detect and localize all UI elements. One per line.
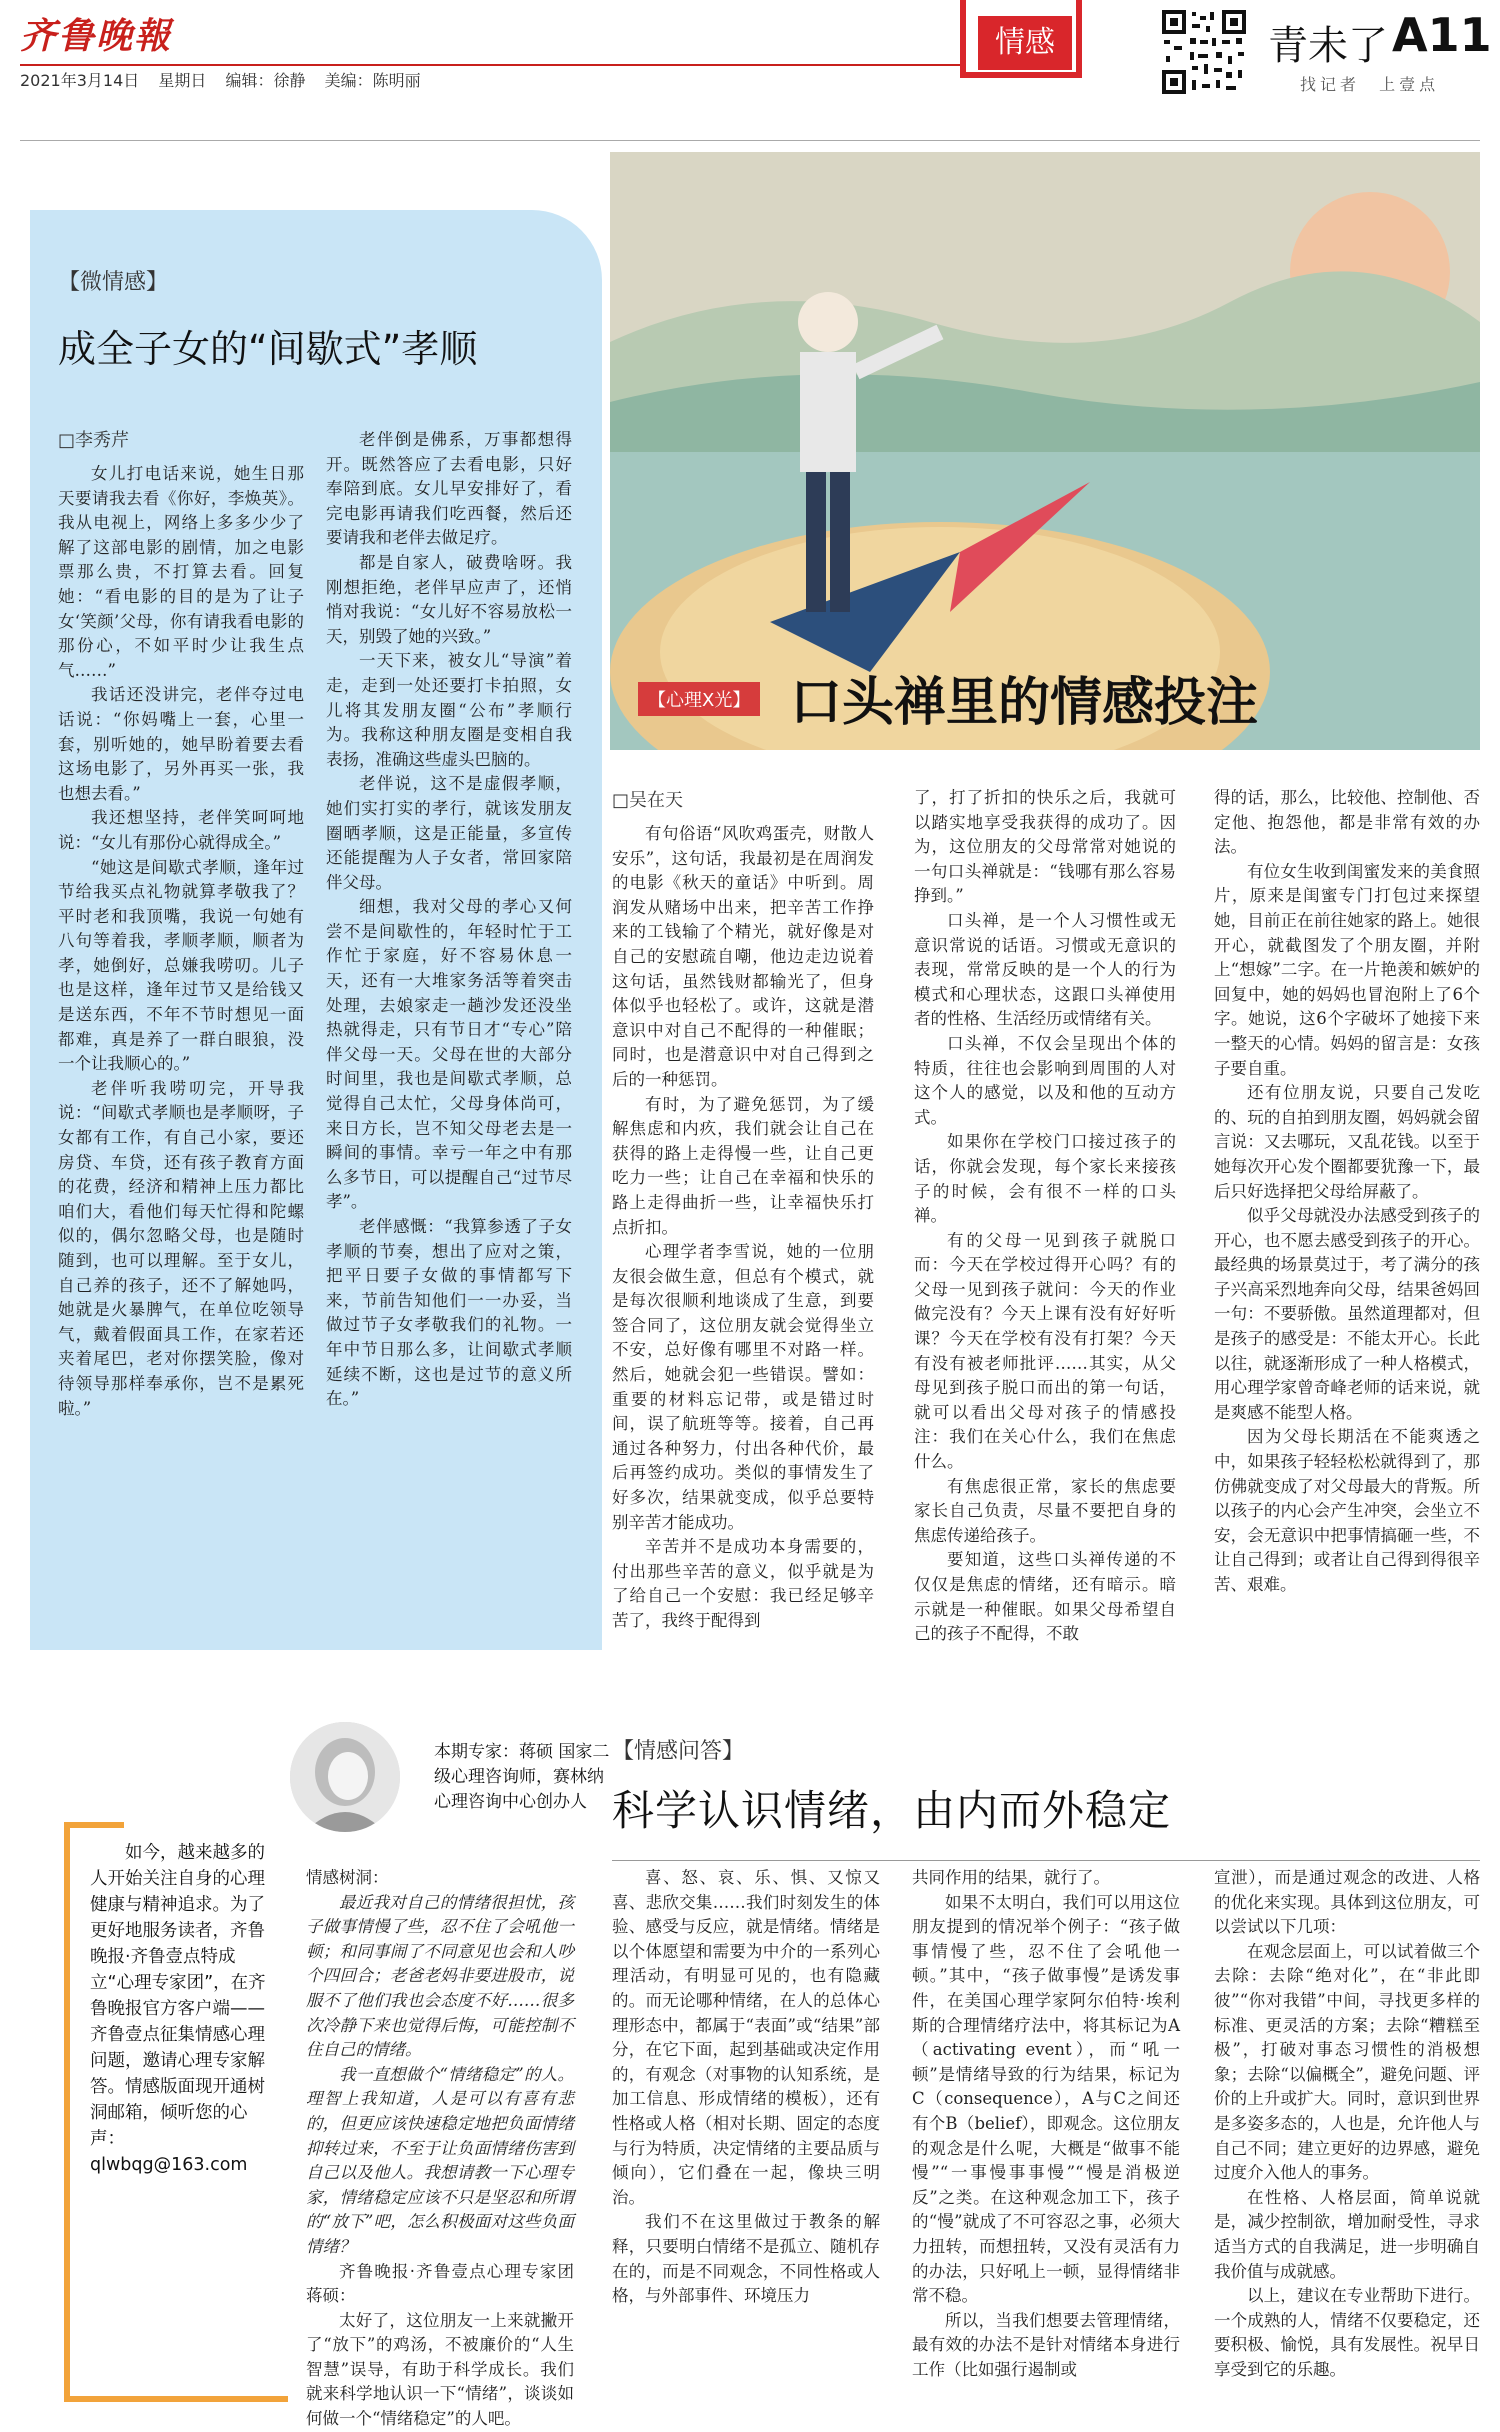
- paragraph: 一天下来，被女儿“导演”着走，走到一处还要打卡拍照，女儿将其发朋友圈“公布”孝顺行为。我称这种朋友圈是变相自我表扬，准确这些虚头巴脑的。: [326, 651, 572, 769]
- weekday: 星期日: [158, 71, 207, 90]
- paragraph: 我一直想做个“情绪稳定”的人。理智上我知道，人是可以有喜有悲的，但更应该快速稳定地把负面情绪抑转过来，不至于让负面情绪伤害到自己以及他人。我想请教一下心理专家，情绪稳定应该不只是坚忍和所谓的“放下”吧，怎么积极面对这些负面情绪？: [306, 2064, 574, 2256]
- page-number: A11: [1392, 8, 1492, 62]
- paragraph: 以上，建议在专业帮助下进行。一个成熟的人，情绪不仅要稳定，还要积极、愉悦，具有发展性。祝早日享受到它的乐趣。: [1214, 2286, 1480, 2379]
- paragraph: 老伴倒是佛系，万事都想得开。既然答应了去看电影，只好奉陪到底。女儿早安排好了，看完电影再请我们吃西餐，然后还要请我和老伴去做足疗。: [326, 430, 572, 548]
- sidebar-email[interactable]: qlwbqg@163.com: [90, 2155, 248, 2175]
- paragraph: 有焦虑很正常，家长的焦虑要家长自己负责，尽量不要把自身的焦虑传递给孩子。: [914, 1476, 1176, 1545]
- article2-byline: □吴在天: [612, 790, 684, 811]
- paragraph: 口头禅，不仅会呈现出个体的特质，往往也会影响到周围的人对这个人的感觉，以及和他的互动方式。: [914, 1033, 1176, 1127]
- sidebar-notice: [90, 1840, 270, 2178]
- paragraph: 要知道，这些口头禅传递的不仅仅是焦虑的情绪，还有暗示。暗示就是一种催眠。如果父母希望自己的孩子不配得，不敢: [914, 1550, 1176, 1644]
- paragraph: 共同作用的结果，就行了。: [912, 1868, 1110, 1887]
- paragraph: 女儿打电话来说，她生日那天要请我去看《你好，李焕英》。我从电视上，网络上多多少少了解了这部电影的剧情，加之电影票那么贵，不打算去看。回复她：“看电影的目的是为了让子女‘笑颜’父母，你有请我看电影的那份心，不如平时少让我生点气……”: [58, 464, 304, 680]
- paragraph: 在性格、人格层面，简单说就是，减少控制欲，增加耐受性，寻求适当方式的自我满足，进一步明确自我价值与成就感。: [1214, 2187, 1480, 2281]
- article2-column-2: [914, 786, 1176, 1647]
- paragraph: 似乎父母就没办法感受到孩子的开心，也不愿去感受到孩子的开心。最经典的场景莫过于，考了满分的孩子兴高采烈地奔向父母，结果爸妈回一句：不要骄傲。虽然道理都对，但是孩子的感受是：不能太开心。长此以往，就逐渐形成了一种人格模式，用心理学家曾奇峰老师的话来说，就是爽感不能型人格。: [1214, 1206, 1480, 1422]
- article1-column-2: [326, 428, 572, 1412]
- paragraph: 得的话，那么，比较他、控制他、否定他、抱怨他，都是非常有效的办法。: [1214, 788, 1480, 857]
- paragraph: 如果你在学校门口接过孩子的话，你就会发现，每个家长来接孩子的时候，会有很不一样的口头禅。: [914, 1132, 1176, 1226]
- paragraph: 有句俗语“风吹鸡蛋壳，财散人安乐”，这句话，我最初是在周润发的电影《秋天的童话》中听到。周润发从赌场中出来，把辛苦工作挣来的工钱输了个精光，就好像是对自己的安慰疏自嘲，他边走边说着这句话，虽然钱财都输光了，但身体似乎也轻松了。或许，这就是潜意识中对自己不配得的一种催眠；同时，也是潜意识中对自己得到之后的一种惩罚。: [612, 824, 874, 1089]
- article3-column-1: [306, 1866, 574, 2432]
- editor: 编辑：徐静: [225, 71, 306, 90]
- slogan: 找记者 上壹点: [1300, 75, 1440, 94]
- masthead-logo: 齐鲁晚報: [20, 15, 173, 57]
- paragraph: 细想，我对父母的孝心又何尝不是间歇性的，年轻时忙于工作忙于家庭，好不容易休息一天，还有一大堆家务活等着突击处理，去娘家走一趟沙发还没坐热就得走，只有节日才“专心”陪伴父母一天。父母在世的大部分时间里，我也是间歇式孝顺，总觉得自己太忙，父母身体尚可，来日方长，岂不知父母老去是一瞬间的事情。幸亏一年之中有那么多节日，可以提醒自己“过节尽孝”。: [326, 897, 572, 1212]
- paragraph: 喜、怒、哀、乐、惧、又惊又喜、悲欣交集……我们时刻发生的体验、感受与反应，就是情绪。情绪是以个体愿望和需要为中介的一系列心理活动，有明显可见的，也有隐藏的。而无论哪种情绪，在人的总体心理形态中，都属于“表面”或“结果”部分，在它下面，起到基础或决定作用的，有观念（对事物的认知系统，是加工信息、形成情绪的模板），还有性格或人格（相对长期、固定的态度与行为特质，决定情绪的主要品质与倾向），它们叠在一起，像块三明治。: [612, 1868, 880, 2207]
- paragraph: 最近我对自己的情绪很担忧，孩子做事情慢了些，忍不住了会吼他一顿；和同事闹了不同意见也会和人吵个四回合；老爸老妈非要进股市，说服不了他们我也会态度不好……很多次冷静下来也觉得后悔，可能控制不住自己的情绪。: [306, 1892, 574, 2060]
- article1-tag: 【微情感】: [58, 270, 169, 295]
- sidebar-text: 如今，越来越多的人开始关注自身的心理健康与精神追求。为了更好地服务读者，齐鲁晚报·齐鲁壹点特成立“心理专家团”，在齐鲁晚报官方客户端——齐鲁壹点征集情感心理问题，邀请心理专家解答。情感版面现开通树洞邮箱，倾听您的心声：: [90, 1843, 266, 2149]
- article2-title: 口头禅里的情感投注: [790, 673, 1259, 733]
- paragraph: 辛苦并不是成功本身需要的，付出那些辛苦的意义，似乎就是为了给自己一个安慰：我已经足够辛苦了，我终于配得到: [612, 1537, 874, 1630]
- section-tab: 情感: [978, 16, 1072, 70]
- paragraph: 因为父母长期活在不能爽透之中，如果孩子轻轻松松就得到了，那仿佛就变成了对父母最大的背叛。所以孩子的内心会产生冲突，会坐立不安，会无意识中把事情搞砸一些，不让自己得到；或者让自己得到得很辛苦、艰难。: [1214, 1427, 1480, 1594]
- divider: [612, 1860, 1480, 1861]
- expert-info: 本期专家：蒋硕 国家二级心理咨询师，赛林纳心理咨询中心创办人: [434, 1742, 610, 1812]
- letter-label: 情感树洞：: [306, 1868, 389, 1887]
- answer-label: 齐鲁晚报·齐鲁壹点心理专家团蒋硕：: [306, 2261, 574, 2306]
- paragraph: 还有位朋友说，只要自己发吃的、玩的自拍到朋友圈，妈妈就会留言说：又去哪玩，又乱花钱。以至于她每次开心发个圈都要犹豫一下，最后只好选择把父母给屏蔽了。: [1214, 1083, 1480, 1201]
- paragraph: 在观念层面上，可以试着做三个去除：去除“绝对化”，在“非此即彼”“你对我错”中间，寻找更多样的标准、更灵活的方案；去除“糟糕至极”，打破对事态习惯性的消极想象；去除“以偏概全”，避免问题、评价的上升或扩大。同时，意识到世界是多姿多态的，人也是，允许他人与自己不同；建立更好的边界感，避免过度介入他人的事务。: [1214, 1941, 1480, 2183]
- paragraph: 我话还没讲完，老伴夺过电话说：“你妈嘴上一套，心里一套，别听她的，她早盼着要去看这场电影了，另外再买一张，我也想去看。”: [58, 685, 304, 803]
- paragraph: 口头禅，是一个人习惯性或无意识常说的话语。习惯或无意识的表现，常常反映的是一个人的行为模式和心理状态，这跟口头禅使用者的性格、生活经历或情绪有关。: [914, 910, 1176, 1029]
- header-rule: [20, 64, 1080, 66]
- paragraph: 太好了，这位朋友一上来就撇开了“放下”的鸡汤，不被廉价的“人生智慧”误导，有助于科学成长。我们就来科学地认识一下“情绪”，谈谈如何做一个“情绪稳定”的人吧。: [306, 2310, 574, 2429]
- article3-column-4: [1214, 1866, 1480, 2382]
- article3-title: 科学认识情绪，由内而外稳定: [612, 1786, 1172, 1835]
- paragraph: 都是自家人，破费啥呀。我刚想拒绝，老伴早应声了，还悄悄对我说：“女儿好不容易放松一天，别毁了她的兴致。”: [326, 552, 572, 646]
- article2-column-1: [612, 822, 874, 1634]
- article2-column-3: [1214, 786, 1480, 1598]
- paragraph: 心理学者李雪说，她的一位朋友很会做生意，但总有个模式，就是每次很顺利地谈成了生意，到要签合同了，这位朋友就会觉得坐立不安，总好像有哪里不对路一样。然后，她就会犯一些错误。譬如：重要的材料忘记带，或是错过时间，误了航班等等。接着，自己再通过各种努力，付出各种代价，最后再签约成功。类似的事情发生了好多次，结果就变成，似乎总要特别辛苦才能成功。: [612, 1242, 874, 1532]
- column-name: 青未了: [1268, 23, 1388, 69]
- paragraph: 老伴听我唠叨完，开导我说：“间歇式孝顺也是孝顺呀，子女都有工作，有自己小家，要还房贷、车贷，还有孩子教育方面的花费，经济和精神上压力都比咱们大，看他们每天忙得和陀螺似的，偶尔忽略父母，也是随时随到，也可以理解。至于女儿，自己养的孩子，还不了解她吗，她就是火暴脾气，在单位吃领导气，戴着假面具工作，在家若还夹着尾巴，老对你摆笑脸，像对待领导那样奉承你，岂不是累死啦。”: [58, 1078, 304, 1418]
- paragraph: 有的父母一见到孩子就脱口而：今天在学校过得开心吗？有的父母一见到孩子就问：今天的作业做完没有？今天上课有没有好好听课？今天在学校有没有打架？今天有没有被老师批评……其实，从父母见到孩子脱口而出的第一句话，就可以看出父母对孩子的情感投注：我们在关心什么，我们在焦虑什么。: [914, 1230, 1176, 1472]
- paragraph: 有时，为了避免惩罚，为了缓解焦虑和内疚，我们就会让自己在获得的路上走得慢一些，让自己更吃力一些；让自己在幸福和快乐的路上走得曲折一些，让幸福快乐打点折扣。: [612, 1094, 874, 1237]
- article3-tag: 【情感问答】: [612, 1739, 745, 1764]
- article1-column-1: [58, 462, 304, 1421]
- article3-column-3: [912, 1866, 1180, 2382]
- paragraph: 我还想坚持，老伴笑呵呵地说：“女儿有那份心就得成全。”: [58, 808, 304, 852]
- qr-code-icon[interactable]: [1160, 8, 1248, 96]
- expert-avatar: [290, 1722, 400, 1832]
- article3-column-2: [612, 1866, 880, 2309]
- designer: 美编：陈明丽: [324, 71, 421, 90]
- paragraph: 了，打了折扣的快乐之后，我就可以踏实地享受我获得的成功了。因为，这位朋友的父母常常对她说的一句口头禅就是：“钱哪有那么容易挣到。”: [914, 788, 1176, 906]
- article1-title: 成全子女的“间歇式”孝顺: [58, 327, 478, 371]
- date: 2021年3月14日: [20, 71, 140, 90]
- paragraph: 老伴感慨：“我算参透了子女孝顺的节奏，想出了应对之策，把平日要子女做的事情都写下来，节前告知他们一一办妥，当做过节子女孝敬我们的礼物。一年中节日那么多，让间歇式孝顺延续不断，这也是过节的意义所在。”: [326, 1217, 572, 1409]
- paragraph: 如果不太明白，我们可以用这位朋友提到的情况举个例子：“孩子做事情慢了些，忍不住了会吼他一顿。”其中，“孩子做事慢”是诱发事件，在美国心理学家阿尔伯特·埃利斯的合理情绪疗法中，将其标记为A（activating event），而“吼一顿”是情绪导致的行为结果，标记为C（consequence），A与C之间还有个B（belief），即观念。这位朋友的观念是什么呢，大概是“做事不能慢”“一事慢事事慢”“慢是消极逆反”之类。在这种观念加工下，孩子的“慢”就成了不可容忍之事，必须大力扭转，而想扭转，又没有灵活有力的办法，只好吼上一顿，显得情绪非常不稳。: [912, 1892, 1180, 2306]
- article2-tag: 【心理X光】: [638, 682, 760, 716]
- paragraph: 宣泄），而是通过观念的改进、人格的优化来实现。具体到这位朋友，可以尝试以下几项：: [1214, 1868, 1480, 1937]
- paragraph: 所以，当我们想要去管理情绪，最有效的办法不是针对情绪本身进行工作（比如强行遏制或: [912, 2310, 1180, 2379]
- dateline: [20, 68, 421, 91]
- article1-byline: □李秀芹: [58, 430, 130, 451]
- paragraph: 有位女生收到闺蜜发来的美食照片，原来是闺蜜专门打包过来探望她，目前正在前往她家的路上。她很开心，就截图发了个朋友圈，并附上“想嫁”二字。在一片艳羡和嫉妒的回复中，她的妈妈也冒泡附上了6个字。她说，这6个字破坏了她接下来一整天的心情。妈妈的留言是：女孩子要自重。: [1214, 861, 1480, 1078]
- divider: [20, 140, 1480, 141]
- paragraph: “她这是间歇式孝顺，逢年过节给我买点礼物就算孝敬我了？平时老和我顶嘴，我说一句她有八句等着我，孝顺孝顺，顺者为孝，她倒好，总嫌我唠叨。儿子也是这样，逢年过节又是给钱又是送东西，不年不节时想见一面都难，真是养了一群白眼狼，没一个让我顺心的。”: [58, 857, 304, 1074]
- paragraph: 我们不在这里做过于教条的解释，只要明白情绪不是孤立、随机存在的，而是不同观念，不同性格或人格，与外部事件、环境压力: [612, 2212, 880, 2306]
- paragraph: 老伴说，这不是虚假孝顺，她们实打实的孝行，就该发朋友圈晒孝顺，这是正能量，多宣传还能提醒为人子女者，常回家陪伴父母。: [326, 774, 572, 892]
